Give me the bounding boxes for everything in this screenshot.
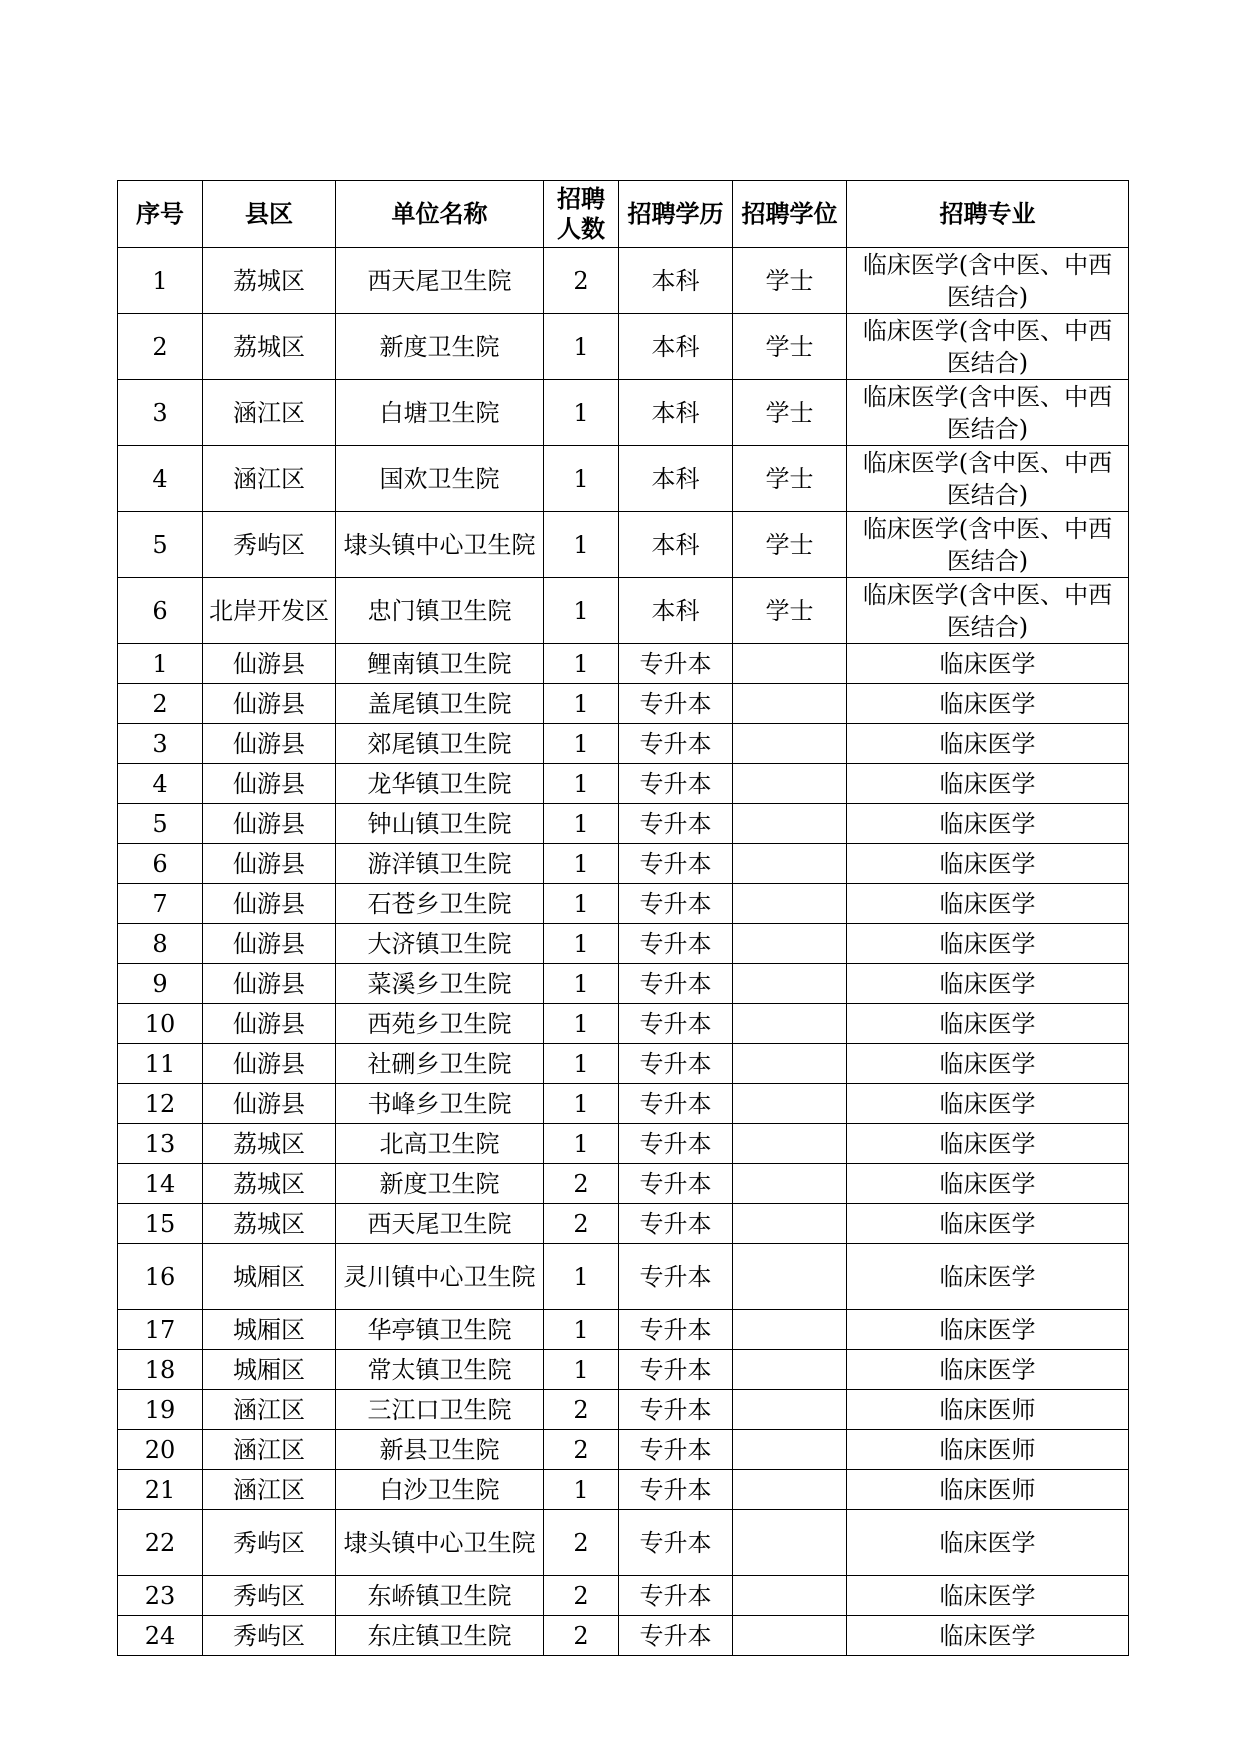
cell-county: 荔城区 bbox=[203, 1204, 336, 1244]
cell-no: 16 bbox=[118, 1244, 203, 1310]
cell-major: 临床医学 bbox=[847, 844, 1129, 884]
cell-degree bbox=[733, 1204, 847, 1244]
cell-education: 专升本 bbox=[619, 644, 733, 684]
cell-education: 专升本 bbox=[619, 1470, 733, 1510]
cell-no: 13 bbox=[118, 1124, 203, 1164]
cell-county: 仙游县 bbox=[203, 644, 336, 684]
cell-unit: 忠门镇卫生院 bbox=[336, 578, 544, 644]
cell-unit: 新度卫生院 bbox=[336, 314, 544, 380]
cell-education: 专升本 bbox=[619, 1350, 733, 1390]
cell-major: 临床医学(含中医、中西医结合) bbox=[847, 248, 1129, 314]
header-row bbox=[118, 181, 1129, 248]
cell-major: 临床医学 bbox=[847, 1204, 1129, 1244]
cell-education: 专升本 bbox=[619, 924, 733, 964]
cell-unit: 东峤镇卫生院 bbox=[336, 1576, 544, 1616]
cell-count: 1 bbox=[544, 804, 619, 844]
cell-degree: 学士 bbox=[733, 578, 847, 644]
table-header bbox=[118, 181, 1129, 248]
table-row bbox=[118, 1390, 1129, 1430]
cell-education: 专升本 bbox=[619, 1430, 733, 1470]
table-row bbox=[118, 804, 1129, 844]
header-no: 序号 bbox=[118, 181, 203, 248]
table-row bbox=[118, 1616, 1129, 1656]
header-count: 招聘人数 bbox=[544, 181, 619, 248]
cell-county: 仙游县 bbox=[203, 1084, 336, 1124]
cell-county: 涵江区 bbox=[203, 1470, 336, 1510]
cell-major: 临床医学 bbox=[847, 924, 1129, 964]
cell-education: 专升本 bbox=[619, 1616, 733, 1656]
cell-unit: 北高卫生院 bbox=[336, 1124, 544, 1164]
cell-count: 2 bbox=[544, 1616, 619, 1656]
cell-county: 秀屿区 bbox=[203, 1616, 336, 1656]
header-major: 招聘专业 bbox=[847, 181, 1129, 248]
cell-education: 专升本 bbox=[619, 884, 733, 924]
cell-unit: 常太镇卫生院 bbox=[336, 1350, 544, 1390]
cell-count: 1 bbox=[544, 844, 619, 884]
cell-unit: 书峰乡卫生院 bbox=[336, 1084, 544, 1124]
cell-education: 本科 bbox=[619, 380, 733, 446]
cell-major: 临床医学(含中医、中西医结合) bbox=[847, 512, 1129, 578]
cell-degree: 学士 bbox=[733, 512, 847, 578]
cell-major: 临床医学 bbox=[847, 724, 1129, 764]
cell-major: 临床医学 bbox=[847, 964, 1129, 1004]
cell-count: 2 bbox=[544, 1430, 619, 1470]
cell-county: 荔城区 bbox=[203, 248, 336, 314]
cell-unit: 盖尾镇卫生院 bbox=[336, 684, 544, 724]
cell-no: 7 bbox=[118, 884, 203, 924]
cell-no: 11 bbox=[118, 1044, 203, 1084]
cell-education: 专升本 bbox=[619, 844, 733, 884]
table-row bbox=[118, 380, 1129, 446]
table-row bbox=[118, 884, 1129, 924]
cell-unit: 郊尾镇卫生院 bbox=[336, 724, 544, 764]
table-row bbox=[118, 1470, 1129, 1510]
cell-no: 3 bbox=[118, 724, 203, 764]
cell-count: 1 bbox=[544, 1470, 619, 1510]
table-row bbox=[118, 924, 1129, 964]
cell-county: 涵江区 bbox=[203, 380, 336, 446]
cell-count: 1 bbox=[544, 964, 619, 1004]
cell-degree: 学士 bbox=[733, 314, 847, 380]
table-row bbox=[118, 578, 1129, 644]
cell-no: 19 bbox=[118, 1390, 203, 1430]
cell-no: 2 bbox=[118, 314, 203, 380]
cell-county: 仙游县 bbox=[203, 964, 336, 1004]
cell-major: 临床医学 bbox=[847, 644, 1129, 684]
cell-unit: 新县卫生院 bbox=[336, 1430, 544, 1470]
cell-major: 临床医学 bbox=[847, 1244, 1129, 1310]
cell-count: 2 bbox=[544, 1510, 619, 1576]
cell-count: 1 bbox=[544, 1244, 619, 1310]
cell-unit: 国欢卫生院 bbox=[336, 446, 544, 512]
cell-no: 22 bbox=[118, 1510, 203, 1576]
cell-count: 1 bbox=[544, 644, 619, 684]
table-row bbox=[118, 964, 1129, 1004]
cell-county: 仙游县 bbox=[203, 764, 336, 804]
table-row bbox=[118, 1430, 1129, 1470]
cell-education: 专升本 bbox=[619, 804, 733, 844]
table-row bbox=[118, 1044, 1129, 1084]
cell-education: 专升本 bbox=[619, 1164, 733, 1204]
cell-unit: 新度卫生院 bbox=[336, 1164, 544, 1204]
cell-major: 临床医学 bbox=[847, 1616, 1129, 1656]
cell-count: 1 bbox=[544, 446, 619, 512]
cell-major: 临床医师 bbox=[847, 1390, 1129, 1430]
cell-count: 1 bbox=[544, 1084, 619, 1124]
cell-major: 临床医学 bbox=[847, 804, 1129, 844]
cell-degree bbox=[733, 924, 847, 964]
table-row bbox=[118, 1310, 1129, 1350]
cell-county: 仙游县 bbox=[203, 804, 336, 844]
cell-no: 3 bbox=[118, 380, 203, 446]
header-education: 招聘学历 bbox=[619, 181, 733, 248]
cell-no: 21 bbox=[118, 1470, 203, 1510]
cell-major: 临床医学(含中医、中西医结合) bbox=[847, 314, 1129, 380]
cell-degree bbox=[733, 1430, 847, 1470]
cell-education: 专升本 bbox=[619, 764, 733, 804]
cell-count: 1 bbox=[544, 724, 619, 764]
table-row bbox=[118, 1124, 1129, 1164]
table-row bbox=[118, 1084, 1129, 1124]
table-row bbox=[118, 512, 1129, 578]
cell-major: 临床医学 bbox=[847, 1576, 1129, 1616]
cell-major: 临床医学(含中医、中西医结合) bbox=[847, 446, 1129, 512]
cell-degree: 学士 bbox=[733, 248, 847, 314]
cell-education: 专升本 bbox=[619, 1124, 733, 1164]
header-county: 县区 bbox=[203, 181, 336, 248]
recruitment-table bbox=[117, 180, 1129, 1656]
cell-no: 20 bbox=[118, 1430, 203, 1470]
cell-county: 荔城区 bbox=[203, 1124, 336, 1164]
cell-count: 1 bbox=[544, 380, 619, 446]
cell-no: 24 bbox=[118, 1616, 203, 1656]
cell-county: 涵江区 bbox=[203, 1430, 336, 1470]
cell-count: 1 bbox=[544, 1310, 619, 1350]
cell-degree bbox=[733, 1616, 847, 1656]
cell-no: 1 bbox=[118, 644, 203, 684]
table-body bbox=[118, 248, 1129, 1656]
cell-major: 临床医学 bbox=[847, 684, 1129, 724]
cell-degree: 学士 bbox=[733, 446, 847, 512]
cell-unit: 埭头镇中心卫生院 bbox=[336, 1510, 544, 1576]
cell-degree bbox=[733, 804, 847, 844]
table-row bbox=[118, 1350, 1129, 1390]
cell-count: 2 bbox=[544, 1204, 619, 1244]
cell-unit: 社硎乡卫生院 bbox=[336, 1044, 544, 1084]
cell-county: 涵江区 bbox=[203, 1390, 336, 1430]
cell-degree bbox=[733, 884, 847, 924]
cell-education: 专升本 bbox=[619, 1310, 733, 1350]
cell-count: 1 bbox=[544, 1124, 619, 1164]
cell-count: 2 bbox=[544, 1164, 619, 1204]
cell-degree bbox=[733, 1576, 847, 1616]
cell-major: 临床医学 bbox=[847, 1084, 1129, 1124]
cell-no: 1 bbox=[118, 248, 203, 314]
table-row bbox=[118, 1510, 1129, 1576]
cell-education: 本科 bbox=[619, 446, 733, 512]
table-row bbox=[118, 644, 1129, 684]
cell-county: 仙游县 bbox=[203, 884, 336, 924]
cell-degree bbox=[733, 844, 847, 884]
cell-county: 城厢区 bbox=[203, 1310, 336, 1350]
cell-degree bbox=[733, 724, 847, 764]
cell-no: 17 bbox=[118, 1310, 203, 1350]
cell-no: 15 bbox=[118, 1204, 203, 1244]
cell-county: 涵江区 bbox=[203, 446, 336, 512]
table-row bbox=[118, 724, 1129, 764]
table-row bbox=[118, 446, 1129, 512]
cell-unit: 三江口卫生院 bbox=[336, 1390, 544, 1430]
cell-county: 荔城区 bbox=[203, 1164, 336, 1204]
cell-major: 临床医学 bbox=[847, 1004, 1129, 1044]
cell-education: 专升本 bbox=[619, 1084, 733, 1124]
cell-count: 1 bbox=[544, 764, 619, 804]
cell-degree bbox=[733, 764, 847, 804]
cell-county: 仙游县 bbox=[203, 924, 336, 964]
cell-count: 1 bbox=[544, 684, 619, 724]
cell-education: 专升本 bbox=[619, 1204, 733, 1244]
cell-unit: 西天尾卫生院 bbox=[336, 1204, 544, 1244]
table-row bbox=[118, 1244, 1129, 1310]
cell-major: 临床医师 bbox=[847, 1430, 1129, 1470]
table-row bbox=[118, 248, 1129, 314]
cell-education: 专升本 bbox=[619, 1044, 733, 1084]
cell-county: 秀屿区 bbox=[203, 1510, 336, 1576]
cell-unit: 白沙卫生院 bbox=[336, 1470, 544, 1510]
cell-count: 1 bbox=[544, 884, 619, 924]
cell-unit: 游洋镇卫生院 bbox=[336, 844, 544, 884]
cell-major: 临床医学 bbox=[847, 1510, 1129, 1576]
cell-no: 6 bbox=[118, 578, 203, 644]
cell-no: 23 bbox=[118, 1576, 203, 1616]
cell-no: 5 bbox=[118, 512, 203, 578]
cell-education: 专升本 bbox=[619, 1244, 733, 1310]
cell-county: 秀屿区 bbox=[203, 1576, 336, 1616]
cell-unit: 钟山镇卫生院 bbox=[336, 804, 544, 844]
cell-major: 临床医学(含中医、中西医结合) bbox=[847, 380, 1129, 446]
cell-unit: 龙华镇卫生院 bbox=[336, 764, 544, 804]
cell-county: 荔城区 bbox=[203, 314, 336, 380]
cell-no: 2 bbox=[118, 684, 203, 724]
cell-unit: 东庄镇卫生院 bbox=[336, 1616, 544, 1656]
cell-no: 4 bbox=[118, 446, 203, 512]
cell-degree bbox=[733, 1510, 847, 1576]
cell-count: 1 bbox=[544, 1044, 619, 1084]
table-row bbox=[118, 1204, 1129, 1244]
cell-unit: 灵川镇中心卫生院 bbox=[336, 1244, 544, 1310]
table-row bbox=[118, 1164, 1129, 1204]
cell-no: 9 bbox=[118, 964, 203, 1004]
cell-education: 专升本 bbox=[619, 684, 733, 724]
cell-no: 4 bbox=[118, 764, 203, 804]
cell-major: 临床医学 bbox=[847, 1350, 1129, 1390]
cell-unit: 大济镇卫生院 bbox=[336, 924, 544, 964]
cell-count: 1 bbox=[544, 1350, 619, 1390]
cell-unit: 西苑乡卫生院 bbox=[336, 1004, 544, 1044]
cell-major: 临床医学 bbox=[847, 1164, 1129, 1204]
header-unit: 单位名称 bbox=[336, 181, 544, 248]
cell-county: 仙游县 bbox=[203, 724, 336, 764]
cell-county: 仙游县 bbox=[203, 844, 336, 884]
cell-degree bbox=[733, 1084, 847, 1124]
cell-major: 临床医学 bbox=[847, 884, 1129, 924]
table-row bbox=[118, 1004, 1129, 1044]
table-row bbox=[118, 314, 1129, 380]
cell-count: 1 bbox=[544, 512, 619, 578]
cell-degree bbox=[733, 1004, 847, 1044]
cell-education: 专升本 bbox=[619, 724, 733, 764]
cell-no: 18 bbox=[118, 1350, 203, 1390]
cell-count: 2 bbox=[544, 1390, 619, 1430]
cell-count: 1 bbox=[544, 314, 619, 380]
cell-degree bbox=[733, 684, 847, 724]
cell-degree bbox=[733, 1124, 847, 1164]
header-degree: 招聘学位 bbox=[733, 181, 847, 248]
table-row bbox=[118, 684, 1129, 724]
cell-degree bbox=[733, 964, 847, 1004]
cell-education: 本科 bbox=[619, 578, 733, 644]
cell-major: 临床医学 bbox=[847, 1044, 1129, 1084]
cell-degree: 学士 bbox=[733, 380, 847, 446]
cell-education: 专升本 bbox=[619, 1390, 733, 1430]
cell-no: 8 bbox=[118, 924, 203, 964]
cell-education: 专升本 bbox=[619, 964, 733, 1004]
cell-major: 临床医学(含中医、中西医结合) bbox=[847, 578, 1129, 644]
cell-county: 城厢区 bbox=[203, 1350, 336, 1390]
cell-major: 临床医师 bbox=[847, 1470, 1129, 1510]
cell-no: 14 bbox=[118, 1164, 203, 1204]
cell-education: 专升本 bbox=[619, 1004, 733, 1044]
cell-count: 2 bbox=[544, 1576, 619, 1616]
cell-degree bbox=[733, 644, 847, 684]
cell-education: 专升本 bbox=[619, 1576, 733, 1616]
cell-degree bbox=[733, 1470, 847, 1510]
cell-degree bbox=[733, 1390, 847, 1430]
cell-unit: 鲤南镇卫生院 bbox=[336, 644, 544, 684]
cell-education: 本科 bbox=[619, 512, 733, 578]
cell-unit: 白塘卫生院 bbox=[336, 380, 544, 446]
cell-education: 本科 bbox=[619, 314, 733, 380]
cell-degree bbox=[733, 1350, 847, 1390]
cell-education: 专升本 bbox=[619, 1510, 733, 1576]
cell-major: 临床医学 bbox=[847, 764, 1129, 804]
cell-unit: 华亭镇卫生院 bbox=[336, 1310, 544, 1350]
cell-no: 10 bbox=[118, 1004, 203, 1044]
cell-unit: 菜溪乡卫生院 bbox=[336, 964, 544, 1004]
cell-degree bbox=[733, 1310, 847, 1350]
cell-count: 2 bbox=[544, 248, 619, 314]
cell-no: 5 bbox=[118, 804, 203, 844]
cell-unit: 石苍乡卫生院 bbox=[336, 884, 544, 924]
cell-education: 本科 bbox=[619, 248, 733, 314]
cell-major: 临床医学 bbox=[847, 1310, 1129, 1350]
cell-county: 北岸开发区 bbox=[203, 578, 336, 644]
cell-major: 临床医学 bbox=[847, 1124, 1129, 1164]
cell-county: 仙游县 bbox=[203, 684, 336, 724]
cell-unit: 埭头镇中心卫生院 bbox=[336, 512, 544, 578]
cell-count: 1 bbox=[544, 578, 619, 644]
cell-degree bbox=[733, 1244, 847, 1310]
table-row bbox=[118, 764, 1129, 804]
cell-county: 仙游县 bbox=[203, 1044, 336, 1084]
cell-unit: 西天尾卫生院 bbox=[336, 248, 544, 314]
cell-county: 秀屿区 bbox=[203, 512, 336, 578]
table-row bbox=[118, 844, 1129, 884]
cell-no: 12 bbox=[118, 1084, 203, 1124]
cell-no: 6 bbox=[118, 844, 203, 884]
cell-count: 1 bbox=[544, 924, 619, 964]
cell-count: 1 bbox=[544, 1004, 619, 1044]
cell-degree bbox=[733, 1164, 847, 1204]
cell-county: 城厢区 bbox=[203, 1244, 336, 1310]
cell-county: 仙游县 bbox=[203, 1004, 336, 1044]
table-row bbox=[118, 1576, 1129, 1616]
cell-degree bbox=[733, 1044, 847, 1084]
